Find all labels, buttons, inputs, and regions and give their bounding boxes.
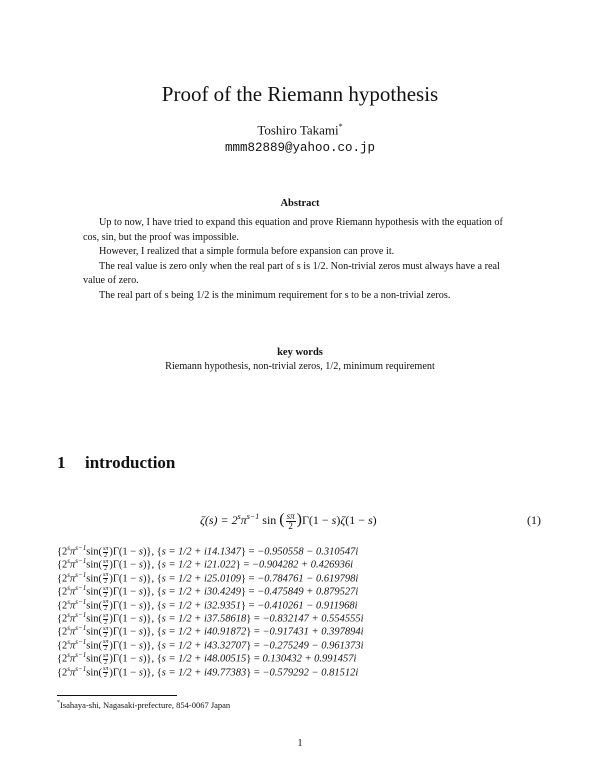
s-value: s = 1/2 + i48.00515 [161, 653, 247, 665]
footnote-mark: * [57, 700, 60, 707]
author-mark: * [338, 122, 343, 131]
author-name: Toshiro Takami [257, 122, 339, 138]
evaluation-list [57, 542, 537, 680]
author-line [0, 122, 600, 138]
section-number: 1 [57, 453, 66, 472]
evaluation-row: {$2^s\pi^{s-1}\sin$( $\frac{s\pi}{2}$ )Γ(1 − s)}, {s = 1/2 + i21.022} = −0.904282 + 0.426936i [57, 557, 354, 572]
s-value: s = 1/2 + i30.4249 [161, 586, 241, 598]
s-value: s = 1/2 + i32.9351 [161, 600, 241, 612]
result-value: 0.130432 + 0.991457i [262, 653, 357, 665]
evaluation-row: {$2^s\pi^{s-1}\sin$( $\frac{s\pi}{2}$ )Γ(1 − s)}, {s = 1/2 + i25.0109} = −0.784761 − 0.619798i [57, 570, 359, 586]
s-value: s = 1/2 + i43.32707 [161, 640, 247, 652]
s-value: s = 1/2 + i21.022 [161, 559, 236, 571]
result-value: −0.579292 − 0.81512i [262, 667, 359, 679]
evaluation-row: {$2^s\pi^{s-1}\sin$( $\frac{s\pi}{2}$ )Γ(1 − s)}, {s = 1/2 + i32.9351} = −0.410261 − 0.911968i [57, 597, 358, 613]
equation-1-number: (1) [527, 513, 541, 527]
evaluation-row: {$2^s\pi^{s-1}\sin$( $\frac{s\pi}{2}$ )Γ(1 − s)}, {s = 1/2 + i49.77383} = −0.579292 − 0.81512i [57, 664, 359, 680]
s-value: s = 1/2 + i40.91872 [161, 626, 247, 638]
footnote [57, 700, 230, 710]
result-value: −0.275249 − 0.961373i [262, 640, 364, 652]
paper-title: Proof of the Riemann hypothesis [161, 82, 439, 106]
keywords-heading: key words [277, 347, 323, 358]
abstract-paragraph: However, I realized that a simple formula before expansion can prove it. [99, 246, 395, 257]
evaluation-row: {$2^s\pi^{s-1}\sin$( $\frac{s\pi}{2}$ )Γ(1 − s)}, {s = 1/2 + i30.4249} = −0.475849 + 0.879527i [57, 584, 359, 599]
evaluation-row: {$2^s\pi^{s-1}\sin$( $\frac{s\pi}{2}$ )Γ(1 − s)}, {s = 1/2 + i43.32707} = −0.275249 − 0.961373i [57, 637, 364, 653]
evaluation-row: {$2^s\pi^{s-1}\sin$( $\frac{s\pi}{2}$ )Γ(1 − s)}, {s = 1/2 + i48.00515} = 0.130432 + 0.991457i [57, 651, 357, 666]
equation-1-lhs: ζ(s) = 2 [200, 513, 238, 527]
section-title: introduction [85, 453, 176, 472]
abstract-paragraph: The real value is zero only when the real part of s is 1/2. Non-trivial zeros must always have a real value of zero. [83, 260, 500, 286]
s-value: s = 1/2 + i49.77383 [161, 667, 247, 679]
result-value: −0.832147 + 0.554555i [262, 613, 364, 625]
result-value: −0.917431 + 0.397894i [262, 626, 364, 638]
equation-1-body: $\zeta(s) = 2^s\pi^{s-1}$ sin ( $\frac{s\pi}{2}$ )Γ(1 − s)ζ(1 − s) [200, 510, 377, 531]
keywords-text: Riemann hypothesis, non-trivial zeros, 1/2, minimum requirement [165, 361, 435, 372]
s-value: s = 1/2 + i37.58618 [161, 613, 247, 625]
page-number: 1 [297, 738, 303, 749]
footnote-rule [57, 695, 177, 696]
equation-1 [0, 511, 600, 533]
result-value: −0.475849 + 0.879527i [257, 586, 359, 598]
s-value: s = 1/2 + i25.0109 [161, 573, 241, 585]
result-value: −0.410261 − 0.911968i [257, 600, 358, 612]
evaluation-row: {$2^s\pi^{s-1}\sin$( $\frac{s\pi}{2}$ )Γ(1 − s)}, {s = 1/2 + i40.91872} = −0.917431 + 0.397894i [57, 624, 364, 639]
abstract-paragraph: Up to now, I have tried to expand this equation and prove Riemann hypothesis with the equation of cos, sin, but the proof was impossible. [83, 217, 503, 243]
result-value: −0.904282 + 0.426936i [251, 559, 354, 571]
evaluation-row: {$2^s\pi^{s-1}\sin$( $\frac{s\pi}{2}$ )Γ(1 − s)}, {s = 1/2 + i37.58618} = −0.832147 + 0.554555i [57, 610, 364, 626]
section-heading [57, 453, 175, 473]
s-value: s = 1/2 + i14.1347 [161, 546, 241, 558]
result-value: −0.784761 − 0.619798i [257, 573, 359, 585]
abstract-heading: Abstract [280, 198, 320, 209]
evaluation-row: {$2^s\pi^{s-1}\sin$( $\frac{s\pi}{2}$ )Γ(1 − s)}, {s = 1/2 + i14.1347} = −0.950558 − 0.310547i [57, 544, 359, 559]
author-email[interactable]: mmm82889@yahoo.co.jp [224, 141, 376, 155]
abstract-body [83, 216, 519, 303]
abstract-paragraph: The real part of s being 1/2 is the minimum requirement for s to be a non-trivial zeros. [99, 289, 451, 301]
footnote-text: Isahaya-shi, Nagasaki-prefecture, 854-0067 Japan [60, 700, 231, 710]
result-value: −0.950558 − 0.310547i [257, 546, 359, 558]
